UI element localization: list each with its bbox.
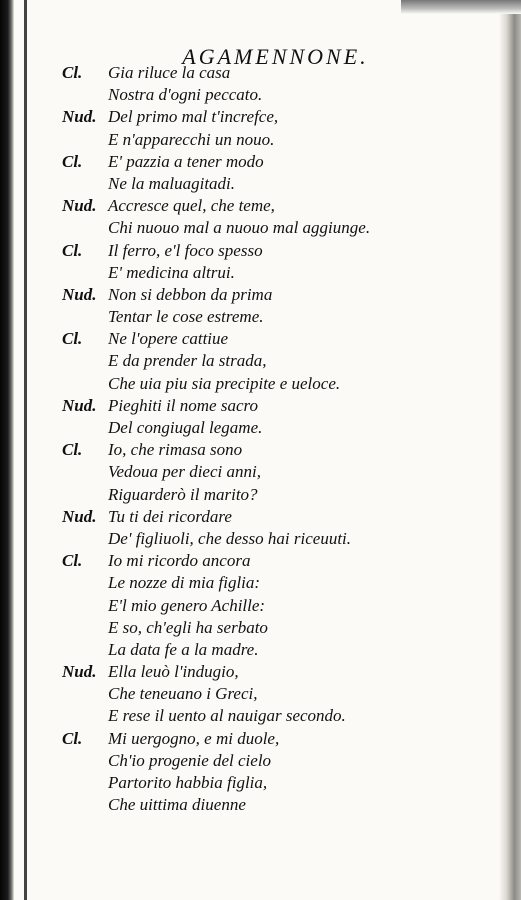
verse-text: Che uittima diuenne — [108, 795, 246, 815]
verse-text: Ne l'opere cattiue — [108, 329, 229, 349]
verse-line — [0, 217, 521, 239]
verse-text: E so, ch'egli ha serbato — [108, 617, 268, 637]
verse-text: Mi uergogno, e mi duole, — [108, 728, 280, 748]
verse-line — [0, 373, 521, 395]
verse-line — [0, 705, 521, 727]
verse-line — [0, 484, 521, 506]
speaker-label: Nud. — [62, 196, 97, 216]
verse-line — [0, 639, 521, 661]
verse-text: Non si debbon da prima — [108, 284, 273, 304]
verse-text: Io mi ricordo ancora — [108, 551, 251, 571]
verse-line — [0, 595, 521, 617]
verse-line — [0, 683, 521, 705]
verse-line — [0, 350, 521, 372]
verse-line — [0, 62, 521, 84]
verse-text: E n'apparecchi un nouo. — [108, 129, 275, 149]
verse-text: Io, che rimasa sono — [108, 440, 243, 460]
speaker-label: Nud. — [62, 662, 97, 682]
verse-line — [0, 728, 521, 750]
verse-line — [0, 173, 521, 195]
verse-line — [0, 772, 521, 794]
verse-text: Tentar le cose estreme. — [108, 307, 264, 327]
verse-text: La data fe a la madre. — [108, 639, 259, 659]
verse-text: Che uia piu sia precipite e ueloce. — [108, 373, 341, 393]
verse-line — [0, 461, 521, 483]
verse-text: Nostra d'ogni peccato. — [108, 85, 263, 105]
speaker-label: Cl. — [62, 728, 83, 748]
verse-text: De' figliuoli, che desso hai riceuuti. — [108, 528, 352, 548]
verse-line — [0, 506, 521, 528]
verse-text: Del congiugal legame. — [108, 418, 263, 437]
verse-text: Ne la maluagitadi. — [108, 173, 236, 193]
verse-line — [0, 306, 521, 328]
speaker-label: Cl. — [62, 551, 83, 571]
verse-line — [0, 550, 521, 572]
verse-text: Riguarderò il marito? — [108, 484, 258, 504]
verse-text: Il ferro, e'l foco spesso — [108, 240, 263, 260]
verse-text: E da prender la strada, — [108, 351, 267, 371]
verse-text: Pieghiti il nome sacro — [108, 395, 258, 415]
speaker-label: Cl. — [62, 63, 83, 82]
verse-line — [0, 240, 521, 262]
speaker-label: Nud. — [62, 284, 97, 304]
verse-text: Le nozze di mia figlia: — [108, 573, 261, 593]
verse-text: Accresce quel, che teme, — [108, 196, 275, 216]
verse-text: E rese il uento al nauigar secondo. — [108, 706, 346, 726]
verse-line — [0, 262, 521, 284]
verse-text: E'l mio genero Achille: — [108, 595, 266, 615]
verse-text: Tu ti dei ricordare — [108, 506, 232, 526]
verse-text: E' pazzia a tener modo — [108, 151, 264, 171]
running-head: AGAMENNONE. — [182, 44, 369, 69]
verse-line — [0, 328, 521, 350]
verse-line — [0, 794, 521, 816]
verse-text: Del primo mal t'increfce, — [108, 107, 279, 127]
verse-line — [0, 395, 521, 417]
verse-block — [0, 62, 521, 816]
verse-line — [0, 439, 521, 461]
verse-line — [0, 661, 521, 683]
verse-line — [0, 129, 521, 151]
verse-text: Che teneuano i Greci, — [108, 684, 258, 704]
verse-text: Chi nuouo mal a nuouo mal aggiunge. — [108, 218, 371, 238]
verse-line — [0, 572, 521, 594]
speaker-label: Cl. — [62, 440, 83, 460]
speaker-label: Nud. — [62, 107, 97, 127]
verse-line — [0, 84, 521, 106]
verse-text: Ella leuò l'indugio, — [108, 662, 239, 682]
verse-line — [0, 750, 521, 772]
verse-line — [0, 151, 521, 173]
verse-line — [0, 617, 521, 639]
verse-text: E' medicina altrui. — [108, 262, 235, 282]
speaker-label: Nud. — [62, 395, 97, 415]
verse-line — [0, 528, 521, 550]
page-corner-shadow — [401, 0, 521, 14]
verse-text: Ch'io progenie del cielo — [108, 750, 272, 770]
verse-line — [0, 106, 521, 128]
verse-text: Partorito habbia figlia, — [108, 773, 268, 792]
speaker-label: Cl. — [62, 151, 83, 171]
verse-text: Vedoua per dieci anni, — [108, 462, 261, 482]
verse-text: Gia riluce la casa — [108, 63, 231, 82]
verse-line — [0, 284, 521, 306]
speaker-label: Nud. — [62, 506, 97, 526]
verse-line — [0, 195, 521, 217]
speaker-label: Cl. — [62, 240, 83, 260]
speaker-label: Cl. — [62, 329, 83, 349]
verse-line — [0, 417, 521, 439]
